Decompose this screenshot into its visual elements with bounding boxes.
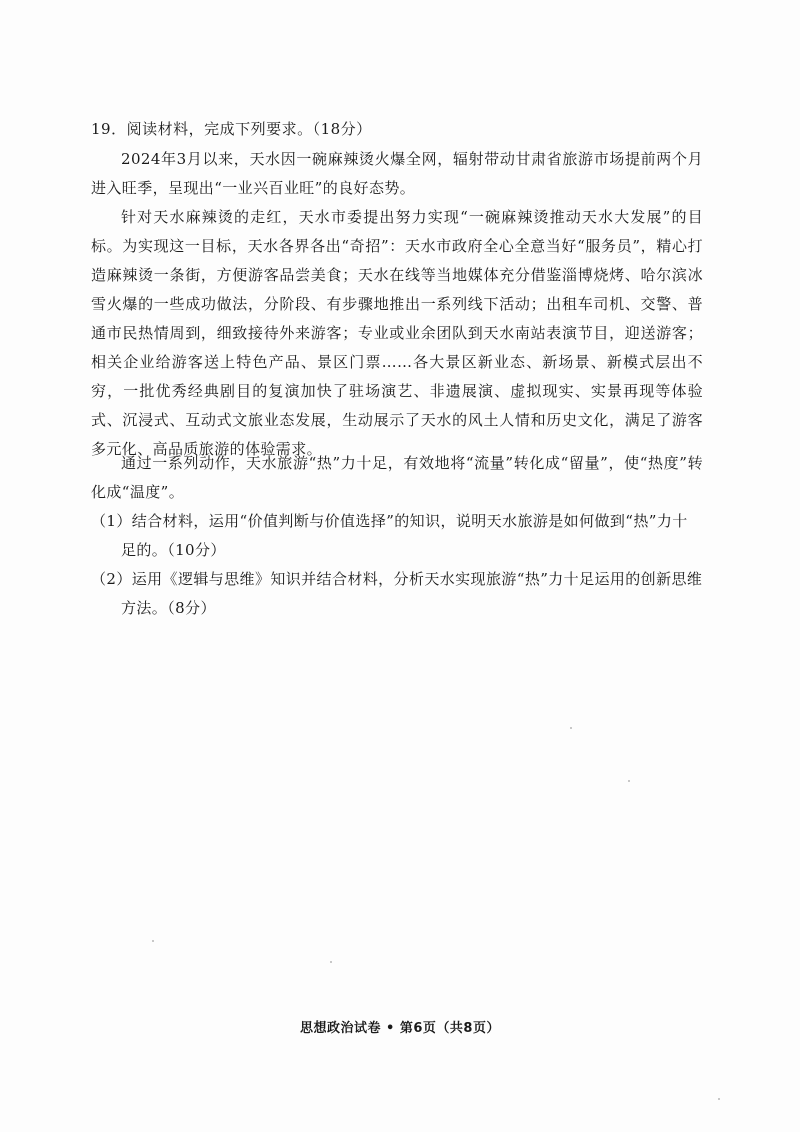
material-paragraph-3: 通过一系列动作，天水旅游“热”力十足，有效地将“流量”转化成“留量”，使“热度”转化成“温度”。 <box>91 454 703 501</box>
sub-question-1: （1）结合材料，运用“价值判断与价值选择”的知识，说明天水旅游是如何做到“热”力十足的。（10分） <box>91 512 688 559</box>
scan-speck <box>570 727 572 729</box>
question-header: 19．阅读材料，完成下列要求。（18分） <box>91 120 372 138</box>
scan-speck <box>152 940 154 942</box>
material-paragraph-1: 2024年3月以来，天水因一碗麻辣烫火爆全网，辐射带动甘肃省旅游市场提前两个月进入旺季，呈现出“一业兴百业旺”的良好态势。 <box>91 150 703 197</box>
scan-speck <box>718 1098 720 1100</box>
sub-question-2: （2）运用《逻辑与思维》知识并结合材料，分析天水实现旅游“热”力十足运用的创新思维方法。（8分） <box>91 570 703 617</box>
scan-speck <box>628 780 630 782</box>
material-paragraph-2: 针对天水麻辣烫的走红，天水市委提出努力实现“一碗麻辣烫推动天水大发展”的目标。为实现这一目标，天水各界各出“奇招”：天水市政府全心全意当好“服务员”，精心打造麻辣烫一条街，方便游客品尝美食；天水在线等当地媒体充分借鉴淄博烧烤、哈尔滨冰雪火爆的一些成功做法，分阶段、有步骤地推出一系列线下活动；出租车司机、交警、普通市民热情周到，细致接待外来游客；专业或业余团队到天水南站表演节目，迎送游客；相关企业给游客送上特色产品、景区门票……各大景区新业态、新场景、新模式层出不穷，一批优秀经典剧目的复演加快了驻场演艺、非遗展演、虚拟现实、实景再现等体验式、沉浸式、互动式文旅业态发展，生动展示了天水的风土人情和历史文化，满足了游客多元化、高品质旅游的体验需求。 <box>91 208 703 458</box>
page-footer: 思想政治试卷 • 第6页（共8页） <box>300 1021 500 1036</box>
scan-speck <box>330 961 332 963</box>
